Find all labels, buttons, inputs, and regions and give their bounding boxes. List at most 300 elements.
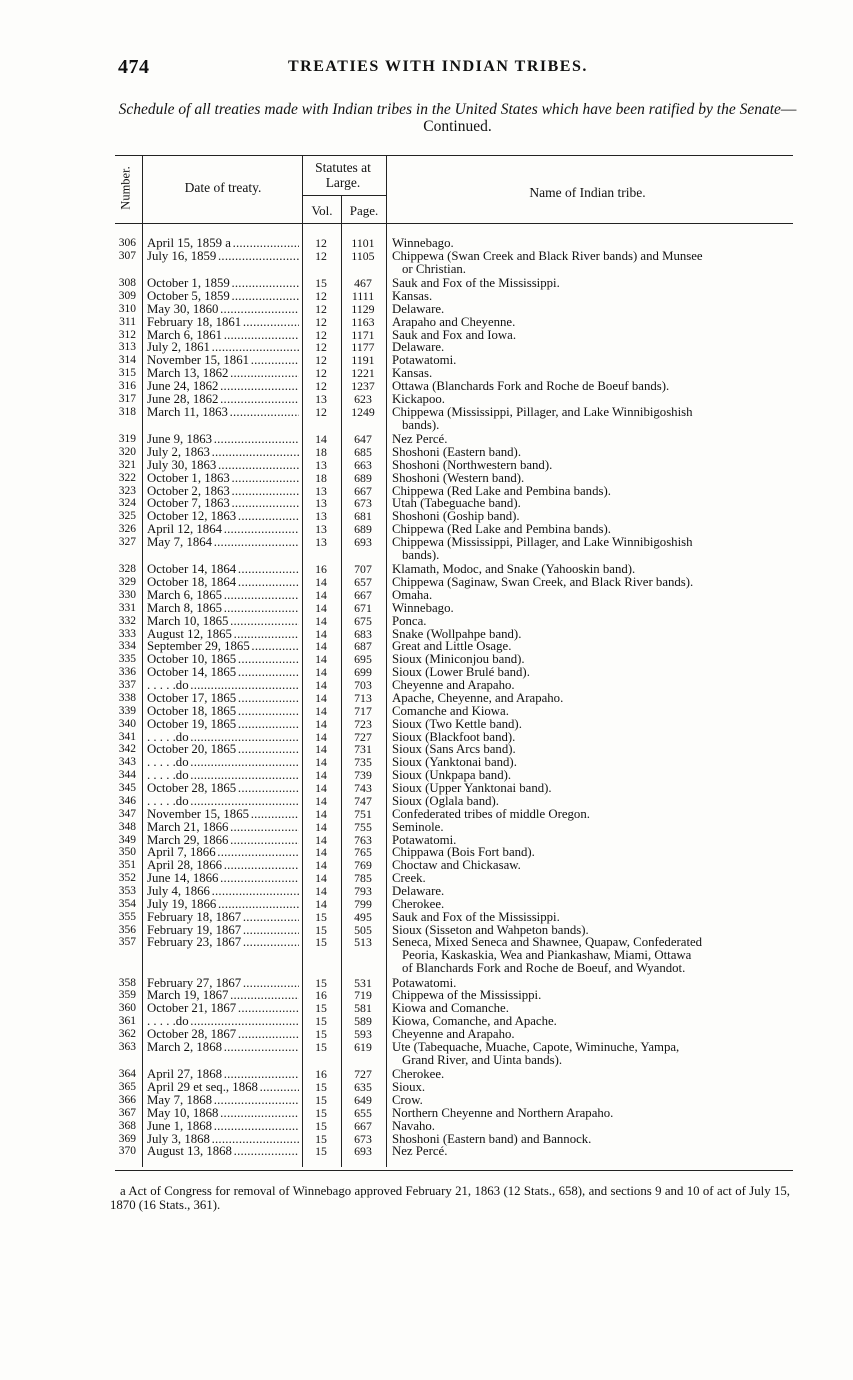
treaty-number: 360 xyxy=(118,1002,136,1015)
statutes-volume: 14 xyxy=(315,678,327,693)
statutes-page: 693 xyxy=(354,1144,372,1159)
statutes-volume: 15 xyxy=(315,1001,327,1016)
page-header xyxy=(118,56,798,80)
treaty-number: 354 xyxy=(118,897,136,910)
statutes-page: 623 xyxy=(354,391,372,406)
statutes-page: 647 xyxy=(354,432,372,447)
treaty-date: October 7, 1863 . . . xyxy=(147,497,299,510)
statutes-page: 667 xyxy=(354,1118,372,1133)
treaty-number: 329 xyxy=(118,576,136,589)
tribe-name-line: Ute (Tabequache, Muache, Capote, Wiminuche, Yampa, xyxy=(392,1039,680,1054)
treaty-date: October 10, 1865 . . . xyxy=(147,653,299,666)
treaty-number: 363 xyxy=(118,1040,136,1053)
tribe-name xyxy=(392,898,802,911)
tribe-name-line: Chippewa (Mississippi, Pillager, and Lake Winnibigoshish xyxy=(392,535,693,549)
footnote: a Act of Congress for removal of Winnebago approved February 21, 1863 (12 Stats., 658), and sections 9 and 10 of act of July 15, 1870 (16 Stats., 361). xyxy=(110,1184,790,1212)
tribe-name xyxy=(392,406,802,432)
tribe-name-line: Delaware. xyxy=(392,301,445,316)
treaty-date: June 1, 1868 . . . xyxy=(147,1120,299,1133)
statutes-volume: 15 xyxy=(315,1092,327,1107)
statutes-volume: 14 xyxy=(315,858,327,873)
treaty-date: April 29 et seq., 1868 . . . xyxy=(147,1081,299,1094)
treaty-date: July 4, 1866 . . . xyxy=(147,885,299,898)
tribe-name-line: Winnebago. xyxy=(392,236,454,250)
tribe-name-continuation: bands). xyxy=(402,547,440,562)
statutes-page: 719 xyxy=(354,988,372,1003)
treaty-date: June 14, 1866 . . . xyxy=(147,872,299,885)
statutes-volume: 12 xyxy=(315,366,327,381)
treaty-number: 342 xyxy=(118,743,136,756)
statutes-volume: 15 xyxy=(315,1039,327,1054)
statutes-page: 785 xyxy=(354,871,372,886)
statutes-page: 589 xyxy=(354,1014,372,1029)
statutes-volume: 12 xyxy=(315,248,327,263)
treaty-number: 311 xyxy=(119,315,136,328)
tribe-name-continuation: Grand River, and Uinta bands). xyxy=(402,1052,563,1067)
statutes-page: 675 xyxy=(354,613,372,628)
statutes-page: 655 xyxy=(354,1105,372,1120)
treaty-number: 328 xyxy=(118,563,136,576)
treaty-date: July 16, 1859 . . . xyxy=(147,250,299,263)
treaty-date: July 3, 1868 . . . xyxy=(147,1133,299,1146)
treaty-number: 362 xyxy=(118,1028,136,1041)
statutes-volume: 15 xyxy=(315,1014,327,1029)
tribe-name xyxy=(392,653,802,666)
statutes-volume: 14 xyxy=(315,755,327,770)
treaty-date: February 27, 1867 . . . xyxy=(147,977,299,990)
tribe-name xyxy=(392,628,802,641)
statutes-page: 663 xyxy=(354,457,372,472)
statutes-page: 769 xyxy=(354,858,372,873)
statutes-volume: 15 xyxy=(315,1131,327,1146)
treaty-date: October 28, 1865 . . . xyxy=(147,782,299,795)
statutes-volume: 14 xyxy=(315,665,327,680)
treaty-date: July 2, 1861 . . . xyxy=(147,341,299,354)
statutes-volume: 15 xyxy=(315,922,327,937)
statutes-volume: 13 xyxy=(315,457,327,472)
statutes-volume: 14 xyxy=(315,626,327,641)
tribe-name-line: Kiowa and Comanche. xyxy=(392,1001,509,1016)
treaty-date: September 29, 1865 . . . xyxy=(147,640,299,653)
statutes-page: 799 xyxy=(354,896,372,911)
tribe-name xyxy=(392,743,802,756)
treaty-date: May 7, 1868 . . . xyxy=(147,1094,299,1107)
treaty-date: October 2, 1863 . . . xyxy=(147,485,299,498)
statutes-volume: 12 xyxy=(315,301,327,316)
statutes-page: 505 xyxy=(354,922,372,937)
treaty-date: . . . . .do . . . xyxy=(147,679,299,692)
tribe-name-line: Choctaw and Chickasaw. xyxy=(392,858,521,873)
treaty-date: March 29, 1866 . . . xyxy=(147,834,299,847)
treaty-number: 316 xyxy=(118,380,136,393)
tribe-name xyxy=(392,769,802,782)
tribe-name xyxy=(392,1028,802,1041)
statutes-page: 1237 xyxy=(351,379,375,394)
treaty-date: March 19, 1867 . . . xyxy=(147,989,299,1002)
treaty-number: 348 xyxy=(118,820,136,833)
tribe-name xyxy=(392,1107,802,1120)
treaty-date: June 24, 1862 . . . xyxy=(147,380,299,393)
statutes-volume: 15 xyxy=(315,1144,327,1159)
treaty-number: 318 xyxy=(118,405,136,418)
treaty-date: October 18, 1865 . . . xyxy=(147,705,299,718)
tribe-name-line: Delaware. xyxy=(392,340,445,355)
treaty-date: April 7, 1866 . . . xyxy=(147,846,299,859)
tribe-name-line: Kickapoo. xyxy=(392,391,445,406)
tribe-name-line: Potawatomi. xyxy=(392,353,457,368)
treaty-date: March 21, 1866 . . . xyxy=(147,821,299,834)
statutes-page: 1101 xyxy=(351,236,375,250)
header-statutes: Statutes at Large. xyxy=(315,160,371,190)
treaty-date: February 18, 1861 . . . xyxy=(147,316,299,329)
header-tribe-name: Name of Indian tribe. xyxy=(529,185,646,200)
statutes-page: 671 xyxy=(354,600,372,615)
treaty-number: 337 xyxy=(118,679,136,692)
statutes-volume: 12 xyxy=(315,340,327,355)
treaty-number: 309 xyxy=(118,289,136,302)
tribe-name xyxy=(392,782,802,795)
treaty-date: November 15, 1861 . . . xyxy=(147,354,299,367)
statutes-page: 1105 xyxy=(351,248,375,263)
treaty-number: 307 xyxy=(118,249,136,262)
statutes-volume: 14 xyxy=(315,819,327,834)
tribe-name-line: Sioux (Miniconjou band). xyxy=(392,652,525,667)
tribe-name xyxy=(392,485,802,498)
statutes-page: 683 xyxy=(354,626,372,641)
treaty-number: 355 xyxy=(118,910,136,923)
treaty-number: 324 xyxy=(118,497,136,510)
tribe-name-line: Apache, Cheyenne, and Arapaho. xyxy=(392,690,564,705)
treaty-number: 346 xyxy=(118,794,136,807)
tribe-name xyxy=(392,1081,802,1094)
treaty-number: 330 xyxy=(118,588,136,601)
statutes-page: 1171 xyxy=(351,327,375,342)
tribe-name xyxy=(392,1145,802,1158)
statutes-volume: 15 xyxy=(315,1080,327,1095)
treaty-number: 352 xyxy=(118,872,136,885)
statutes-volume: 14 xyxy=(315,742,327,757)
statutes-page: 747 xyxy=(354,793,372,808)
treaty-date: October 5, 1859 . . . xyxy=(147,290,299,303)
tribe-name xyxy=(392,808,802,821)
statutes-page: 735 xyxy=(354,755,372,770)
treaty-number: 326 xyxy=(118,523,136,536)
treaty-number: 334 xyxy=(118,640,136,653)
statutes-volume: 12 xyxy=(315,379,327,394)
tribe-name-line: Navaho. xyxy=(392,1118,435,1133)
tribe-name-line: Sioux (Sisseton and Wahpeton bands). xyxy=(392,922,589,937)
treaty-number: 335 xyxy=(118,653,136,666)
tribe-name xyxy=(392,1041,802,1067)
treaty-date: February 19, 1867 . . . xyxy=(147,924,299,937)
statutes-page: 685 xyxy=(354,444,372,459)
statutes-volume: 14 xyxy=(315,639,327,654)
statutes-page: 581 xyxy=(354,1001,372,1016)
tribe-name-line: Shoshoni (Eastern band). xyxy=(392,444,522,459)
statutes-page: 699 xyxy=(354,665,372,680)
tribe-name-line: Arapaho and Cheyenne. xyxy=(392,314,516,329)
treaty-date: October 18, 1864 . . . xyxy=(147,576,299,589)
statutes-divider xyxy=(303,195,386,196)
tribe-name xyxy=(392,821,802,834)
statutes-page: 649 xyxy=(354,1092,372,1107)
treaty-date: July 2, 1863 . . . xyxy=(147,446,299,459)
tribe-name-line: Great and Little Osage. xyxy=(392,639,512,654)
statutes-volume: 15 xyxy=(315,276,327,291)
tribe-name-line: Cherokee. xyxy=(392,896,445,911)
treaty-date: March 8, 1865 . . . xyxy=(147,602,299,615)
treaty-number: 321 xyxy=(118,458,136,471)
statutes-page: 765 xyxy=(354,845,372,860)
statutes-page: 1129 xyxy=(351,301,375,316)
treaty-date: April 27, 1868 . . . xyxy=(147,1068,299,1081)
treaty-date: March 11, 1863 . . . xyxy=(147,406,299,419)
statutes-page: 695 xyxy=(354,652,372,667)
treaty-number: 322 xyxy=(118,471,136,484)
statutes-page: 703 xyxy=(354,678,372,693)
tribe-name xyxy=(392,497,802,510)
statutes-volume: 16 xyxy=(315,1067,327,1082)
statutes-volume: 13 xyxy=(315,391,327,406)
statutes-volume: 13 xyxy=(315,496,327,511)
treaty-number: 367 xyxy=(118,1106,136,1119)
tribe-name-line: Shoshoni (Goship band). xyxy=(392,509,520,524)
treaty-number: 351 xyxy=(118,859,136,872)
treaty-date: April 15, 1859 a . . . xyxy=(147,237,299,250)
col-divider-page xyxy=(386,155,387,1167)
treaty-date: February 18, 1867 . . . xyxy=(147,911,299,924)
treaty-number: 333 xyxy=(118,627,136,640)
treaty-date: April 28, 1866 . . . xyxy=(147,859,299,872)
tribe-name xyxy=(392,1068,802,1081)
tribe-name xyxy=(392,277,802,290)
tribe-name-line: Snake (Wollpahpe band). xyxy=(392,626,522,641)
statutes-page: 693 xyxy=(354,535,372,549)
statutes-volume: 12 xyxy=(315,353,327,368)
col-divider-number xyxy=(142,155,143,1167)
statutes-volume: 14 xyxy=(315,729,327,744)
statutes-page: 713 xyxy=(354,690,372,705)
table-bottom-rule xyxy=(115,1170,793,1171)
tribe-name-line: Delaware. xyxy=(392,884,445,898)
page-number: 474 xyxy=(118,56,150,78)
treaty-date: . . . . .do . . . xyxy=(147,1015,299,1028)
tribe-name-line: Northern Cheyenne and Northern Arapaho. xyxy=(392,1105,614,1120)
treaty-date: August 13, 1868 . . . xyxy=(147,1145,299,1158)
statutes-page: 619 xyxy=(354,1039,372,1054)
treaty-date: March 6, 1861 . . . xyxy=(147,329,299,342)
treaty-number: 358 xyxy=(118,976,136,989)
statutes-volume: 13 xyxy=(315,483,327,498)
treaty-number: 366 xyxy=(118,1093,136,1106)
tribe-name-line: Potawatomi. xyxy=(392,975,457,990)
tribe-name-line: Nez Percé. xyxy=(392,432,448,447)
treaty-date: October 12, 1863 . . . xyxy=(147,510,299,523)
tribe-name-line: Ottawa (Blanchards Fork and Roche de Boeuf bands). xyxy=(392,379,670,394)
statutes-page: 1163 xyxy=(351,314,375,329)
statutes-page: 1221 xyxy=(351,366,375,381)
statutes-page: 743 xyxy=(354,781,372,796)
treaty-number: 369 xyxy=(118,1132,136,1145)
statutes-page: 667 xyxy=(354,483,372,498)
statutes-volume: 14 xyxy=(315,652,327,667)
tribe-name-line: Sioux (Blackfoot band). xyxy=(392,729,516,744)
statutes-page: 717 xyxy=(354,703,372,718)
treaty-date: April 12, 1864 . . . xyxy=(147,523,299,536)
treaty-number: 344 xyxy=(118,769,136,782)
statutes-volume: 15 xyxy=(315,1105,327,1120)
tribe-name-line: Creek. xyxy=(392,871,426,886)
tribe-name-line: Chippewa of the Mississippi. xyxy=(392,988,542,1003)
treaty-date: . . . . .do . . . xyxy=(147,731,299,744)
tribe-name-line: Kansas. xyxy=(392,366,433,381)
treaty-number: 332 xyxy=(118,614,136,627)
tribe-name xyxy=(392,589,802,602)
tribe-name-line: Sioux (Upper Yanktonai band). xyxy=(392,781,552,796)
treaty-number: 339 xyxy=(118,704,136,717)
statutes-volume: 12 xyxy=(315,327,327,342)
statutes-page: 531 xyxy=(354,975,372,990)
statutes-volume: 13 xyxy=(315,535,327,549)
statutes-page: 723 xyxy=(354,716,372,731)
tribe-name xyxy=(392,329,802,342)
treaty-number: 359 xyxy=(118,989,136,1002)
statutes-volume: 14 xyxy=(315,768,327,783)
statutes-volume: 18 xyxy=(315,444,327,459)
treaty-number: 353 xyxy=(118,885,136,897)
tribe-name-line: Chippewa (Swan Creek and Black River bands) and Munsee xyxy=(392,248,703,263)
tribe-name-line: Cheyenne and Arapaho. xyxy=(392,1027,515,1042)
caption-continued: —Continued. xyxy=(423,101,797,135)
statutes-volume: 15 xyxy=(315,1118,327,1133)
tribe-name-line: Klamath, Modoc, and Snake (Yahooskin band). xyxy=(392,562,636,577)
statutes-volume: 14 xyxy=(315,690,327,705)
statutes-page: 513 xyxy=(354,935,372,950)
treaty-date: October 14, 1864 . . . xyxy=(147,563,299,576)
treaty-date: October 21, 1867 . . . xyxy=(147,1002,299,1015)
tribe-name-line: Chippewa (Red Lake and Pembina bands). xyxy=(392,522,611,537)
treaty-number: 336 xyxy=(118,666,136,679)
statutes-page: 593 xyxy=(354,1027,372,1042)
statutes-volume: 14 xyxy=(315,896,327,911)
tribe-name-continuation: of Blanchards Fork and Roche de Boeuf, and Wyandot. xyxy=(402,961,686,976)
tribe-name-line: Sioux (Unkpapa band). xyxy=(392,768,512,783)
treaty-number: 340 xyxy=(118,717,136,730)
tribe-name-line: Chippewa (Mississippi, Pillager, and Lake Winnibigoshish xyxy=(392,404,693,419)
treaty-date: March 6, 1865 . . . xyxy=(147,589,299,602)
statutes-page: 689 xyxy=(354,522,372,537)
tribe-name-line: Seminole. xyxy=(392,819,444,834)
statutes-page: 687 xyxy=(354,639,372,654)
tribe-name-line: Shoshoni (Northwestern band). xyxy=(392,457,553,472)
treaty-number: 361 xyxy=(118,1015,136,1028)
treaty-date: . . . . .do . . . xyxy=(147,795,299,808)
treaty-number: 364 xyxy=(118,1068,136,1081)
tribe-name xyxy=(392,872,802,885)
statutes-page: 467 xyxy=(354,276,372,291)
tribe-name xyxy=(392,446,802,459)
tribe-name-line: Chippewa (Saginaw, Swan Creek, and Black River bands). xyxy=(392,575,694,590)
tribe-name-line: Seneca, Mixed Seneca and Shawnee, Quapaw, Confederated xyxy=(392,935,703,950)
statutes-volume: 14 xyxy=(315,793,327,808)
tribe-name xyxy=(392,977,802,990)
treaty-date: October 28, 1867 . . . xyxy=(147,1028,299,1041)
header-date: Date of treaty. xyxy=(184,180,262,195)
statutes-page: 1177 xyxy=(351,340,375,355)
treaty-date: June 9, 1863 . . . xyxy=(147,433,299,446)
tribe-name-line: Cheyenne and Arapaho. xyxy=(392,678,515,693)
tribe-name xyxy=(392,615,802,628)
statutes-volume: 14 xyxy=(315,587,327,602)
tribe-name xyxy=(392,705,802,718)
statutes-page: 727 xyxy=(354,729,372,744)
statutes-volume: 14 xyxy=(315,613,327,628)
header-bottom-rule xyxy=(115,223,793,224)
treaty-number: 370 xyxy=(118,1145,136,1158)
tribe-name-line: Potawatomi. xyxy=(392,832,457,847)
tribe-name xyxy=(392,576,802,589)
treaty-number: 347 xyxy=(118,807,136,820)
treaty-number: 365 xyxy=(118,1081,136,1094)
statutes-volume: 14 xyxy=(315,806,327,821)
header-vol: Vol. xyxy=(311,203,333,218)
tribe-name xyxy=(392,1015,802,1028)
tribe-name-line: Chippewa (Red Lake and Pembina bands). xyxy=(392,483,611,498)
tribe-name-line: Sioux (Sans Arcs band). xyxy=(392,742,516,757)
statutes-volume: 12 xyxy=(315,314,327,329)
statutes-page: 657 xyxy=(354,575,372,590)
treaty-number: 323 xyxy=(118,484,136,497)
statutes-page: 707 xyxy=(354,562,372,577)
statutes-page: 689 xyxy=(354,470,372,485)
statutes-volume: 16 xyxy=(315,562,327,577)
tribe-name xyxy=(392,911,802,924)
statutes-page: 667 xyxy=(354,587,372,602)
tribe-name-line: Sauk and Fox of the Mississippi. xyxy=(392,909,560,924)
treaty-date: . . . . .do . . . xyxy=(147,769,299,782)
tribe-name-line: Sauk and Fox of the Mississippi. xyxy=(392,276,560,291)
tribe-name-line: Utah (Tabeguache band). xyxy=(392,496,521,511)
tribe-name xyxy=(392,692,802,705)
statutes-volume: 14 xyxy=(315,600,327,615)
treaty-number: 349 xyxy=(118,833,136,846)
statutes-volume: 14 xyxy=(315,432,327,447)
tribe-name xyxy=(392,666,802,679)
tribe-name xyxy=(392,846,802,859)
caption-italic: Schedule of all treaties made with Indian tribes in the United States which have been ratified by the Senate xyxy=(118,101,781,118)
treaty-number: 320 xyxy=(118,445,136,458)
statutes-volume: 14 xyxy=(315,781,327,796)
treaty-number: 327 xyxy=(118,536,136,548)
tribe-name xyxy=(392,341,802,354)
treaty-date: July 19, 1866 . . . xyxy=(147,898,299,911)
treaty-number: 341 xyxy=(118,730,136,743)
statutes-volume: 14 xyxy=(315,575,327,590)
tribe-name-line: Winnebago. xyxy=(392,600,454,615)
treaty-number: 306 xyxy=(118,237,136,249)
treaty-date: March 2, 1868 . . . xyxy=(147,1041,299,1054)
treaty-date: October 1, 1863 . . . xyxy=(147,472,299,485)
header-number: Number. xyxy=(118,166,133,210)
statutes-volume: 16 xyxy=(315,988,327,1003)
treaty-date: May 30, 1860 . . . xyxy=(147,303,299,316)
statutes-volume: 12 xyxy=(315,288,327,303)
tribe-name xyxy=(392,367,802,380)
statutes-volume: 13 xyxy=(315,509,327,524)
statutes-volume: 15 xyxy=(315,935,327,950)
tribe-name-line: Sioux (Two Kettle band). xyxy=(392,716,522,731)
treaty-date: October 17, 1865 . . . xyxy=(147,692,299,705)
